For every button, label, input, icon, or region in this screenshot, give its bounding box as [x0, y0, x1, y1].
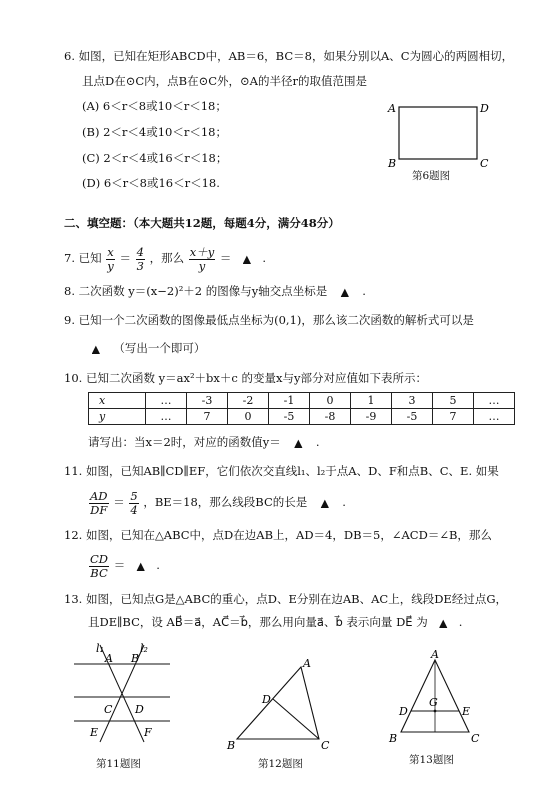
svg-text:C: C	[104, 703, 113, 716]
svg-text:E: E	[90, 726, 99, 739]
q7-answer-blank[interactable]: ▲	[243, 254, 251, 265]
q6-option-c: (C) 2＜r＜4或16＜r＜18；	[82, 151, 228, 165]
svg-text:A: A	[105, 652, 113, 665]
q7-fraction-43: $\frac{4}{3}$	[136, 244, 144, 273]
svg-text:C: C	[471, 732, 480, 745]
table-row-y: y … 7 0 -5 -8 -9 -5 7 …	[89, 409, 515, 425]
q7-fraction-xy: $\frac{x}{y}$	[107, 244, 114, 273]
q9-answer-blank[interactable]: ▲	[92, 344, 100, 355]
q12-line1: 12. 如图，已知在△ABC中，点D在边AB上，AD＝4，DB＝5，∠ACD＝∠B，那么	[64, 528, 492, 542]
q10-answer-blank[interactable]: ▲	[294, 438, 303, 449]
q7-fraction-sum: $\frac{x+y}{y}$	[189, 244, 215, 273]
q11-answer-blank[interactable]: ▲	[320, 498, 329, 509]
q6-line2: 且点D在⊙C内，点B在⊙C外，⊙A的半径r的取值范围是	[82, 74, 367, 88]
section2-title: 二、填空题：（本大题共12题，每题4分，满分48分）	[64, 216, 340, 230]
q10-line1: 10. 已知二次函数 y＝ax²＋bx＋c 的变量x与y部分对应值如下表所示：	[64, 371, 427, 385]
svg-text:l₂: l₂	[140, 642, 148, 655]
svg-text:D: D	[135, 703, 144, 716]
q6-label-b: B	[388, 157, 397, 170]
fig13-caption: 第13题图	[409, 754, 454, 766]
svg-text:A: A	[303, 657, 311, 670]
q9-line2: ▲ （写出一个即可）	[82, 340, 205, 358]
svg-text:B: B	[131, 652, 140, 665]
q10-line2: 请写出：当x＝2时，对应的函数值y＝ ▲ .	[88, 435, 320, 449]
fig12-triangle	[225, 655, 335, 750]
q10-value-table	[88, 392, 515, 425]
fig11-caption: 第11题图	[96, 758, 141, 770]
q11-line1: 11. 如图，已知AB∥CD∥EF，它们依次交直线l₁、l₂于点A、D、F和点B、C、E. 如果	[64, 464, 499, 478]
svg-text:D: D	[262, 693, 271, 706]
q6-option-b: (B) 2＜r＜4或10＜r＜18；	[82, 125, 227, 139]
q6-option-a: (A) 6＜r＜8或10＜r＜18；	[82, 99, 227, 113]
q11-fraction-5-4: $\frac{5}{4}$	[130, 488, 138, 517]
q8: 8. 二次函数 y＝(x−2)²＋2 的图像与y轴交点坐标是 ▲ .	[64, 284, 366, 298]
q12-line2: $\frac{CD}{BC}$ ＝ ▲ .	[90, 551, 160, 580]
fig12-caption: 第12题图	[258, 758, 303, 770]
q7: 7. 已知 $\frac{x}{y}$ ＝ $\frac{4}{3}$ ，那么 $\frac{x+y}{y}$ ＝ ▲ .	[64, 244, 267, 273]
q12-fraction-cd-bc: $\frac{CD}{BC}$	[90, 551, 109, 580]
svg-text:l₁: l₁	[96, 642, 104, 655]
q6-label-d: D	[480, 102, 489, 115]
q6-caption: 第6题图	[412, 170, 451, 182]
q11-fraction-ad-df: $\frac{AD}{DF}$	[90, 488, 108, 517]
svg-text:B: B	[389, 732, 398, 745]
q6-label-a: A	[388, 102, 396, 115]
svg-text:A: A	[431, 648, 439, 661]
q12-answer-blank[interactable]: ▲	[136, 561, 145, 572]
q9-line1: 9. 已知一个二次函数的图像最低点坐标为(0,1)，那么该二次函数的解析式可以是	[64, 313, 474, 327]
q13-line1: 13. 如图，已知点G是△ABC的重心，点D、E分别在边AB、AC上，线段DE经过点G，	[64, 592, 508, 606]
svg-text:F: F	[144, 726, 152, 739]
q13-line2: 且DE∥BC，设 AB⃗＝a⃗，AC⃗＝b⃗，那么用向量a⃗、b⃗ 表示向量 DE⃗ 为 ▲ .	[88, 615, 463, 629]
fig13-triangle	[385, 648, 485, 748]
q11-line2: $\frac{AD}{DF}$ ＝ $\frac{5}{4}$ ，BE＝18，那么线段BC的长是 ▲ .	[90, 488, 346, 517]
q8-text: 8. 二次函数 y＝(x−2)²＋2 的图像与y轴交点坐标是	[64, 284, 328, 298]
svg-text:D: D	[399, 705, 408, 718]
svg-text:C: C	[321, 739, 330, 750]
q8-answer-blank[interactable]: ▲	[340, 287, 349, 298]
svg-text:B: B	[227, 739, 236, 750]
q6-label-c: C	[480, 157, 489, 170]
q6-option-d: (D) 6＜r＜8或16＜r＜18.	[82, 176, 220, 190]
svg-text:E: E	[462, 705, 471, 718]
q13-answer-blank[interactable]: ▲	[439, 618, 448, 629]
q7-prefix: 7. 已知	[64, 251, 102, 265]
fig11-parallel-lines	[72, 640, 172, 755]
table-row-x: x … -3 -2 -1 0 1 3 5 …	[89, 393, 515, 409]
q6-line1: 6. 如图，已知在矩形ABCD中，AB＝6，BC＝8，如果分别以A、C为圆心的两圆相切，	[64, 49, 514, 63]
svg-text:G: G	[429, 696, 438, 709]
